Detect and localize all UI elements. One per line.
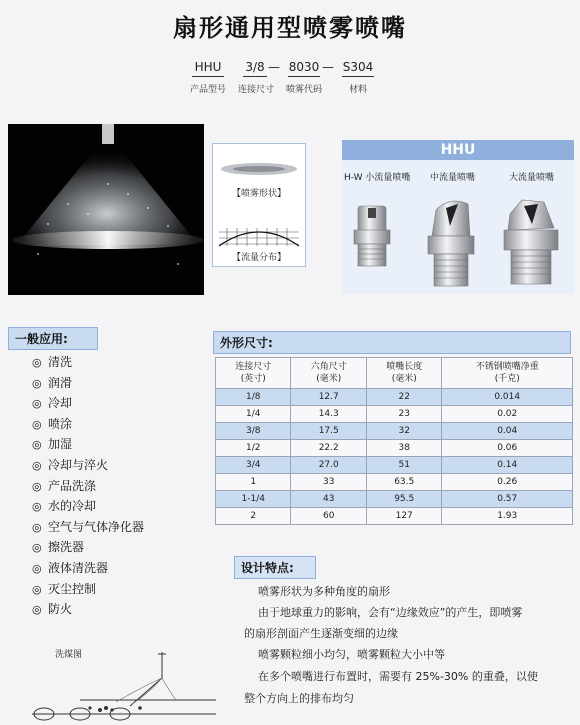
feature-line: 在多个喷嘴进行布置时，需要有 25%-30% 的重叠，以使 — [258, 670, 538, 683]
code-underline — [243, 76, 267, 77]
small-nozzle-icon — [354, 206, 390, 266]
table-row — [216, 440, 573, 457]
application-label: 擦洗器 — [48, 540, 85, 555]
spray-shape-label: 【喷雾形状】 — [231, 189, 286, 199]
table-cell: 27.0 — [291, 457, 366, 474]
spray-pattern-card — [212, 143, 306, 267]
features-heading: 设计特点: — [234, 556, 316, 579]
hhu-header: HHU — [342, 140, 574, 160]
bullet-icon: ◎ — [32, 376, 42, 390]
application-item — [32, 579, 202, 600]
spray-illustration — [8, 124, 204, 295]
table-cell: 23 — [366, 406, 441, 423]
dimensions-heading: 外形尺寸: — [213, 331, 571, 354]
bullet-icon: ◎ — [32, 479, 42, 493]
table-cell: 38 — [366, 440, 441, 457]
table-row — [216, 474, 573, 491]
application-label: 产品洗涤 — [48, 478, 97, 493]
application-item — [32, 517, 202, 538]
application-label: 冷却与淬火 — [48, 457, 109, 472]
code-sep: — — [322, 60, 334, 74]
table-cell: 95.5 — [366, 491, 441, 508]
coal-washing-diagram — [20, 648, 220, 724]
code-product-label: 产品型号 — [189, 85, 226, 95]
table-cell: 0.26 — [442, 474, 573, 491]
bullet-icon: ◎ — [32, 582, 42, 596]
feature-line: 喷雾形状为多种角度的扇形 — [258, 585, 390, 598]
application-label: 冷却 — [48, 396, 73, 411]
table-cell: 1/8 — [216, 389, 291, 406]
header-connection: 连接尺寸 (英寸) — [216, 358, 291, 389]
code-underline — [342, 76, 374, 77]
bullet-icon: ◎ — [32, 603, 42, 617]
application-item — [32, 476, 202, 497]
dimensions-table — [215, 357, 573, 525]
flow-distribution-icon — [219, 224, 299, 248]
table-cell: 60 — [291, 508, 366, 525]
bullet-icon: ◎ — [32, 397, 42, 411]
code-material-label: 材料 — [348, 85, 367, 95]
application-label: 空气与气体净化器 — [48, 519, 145, 534]
table-cell: 2 — [216, 508, 291, 525]
feature-line: 整个方向上的排布均匀 — [244, 692, 354, 705]
table-cell: 1-1/4 — [216, 491, 291, 508]
bullet-icon: ◎ — [32, 356, 42, 369]
bullet-icon: ◎ — [32, 417, 42, 431]
bullet-icon: ◎ — [32, 500, 42, 514]
table-cell: 0.014 — [442, 389, 573, 406]
table-cell: 1/4 — [216, 406, 291, 423]
table-row — [216, 389, 573, 406]
applications-heading: 一般应用: — [8, 327, 98, 350]
code-conn-label: 连接尺寸 — [237, 85, 274, 95]
table-cell: 33 — [291, 474, 366, 491]
table-cell: 12.7 — [291, 389, 366, 406]
washcoal-label: 洗煤图 — [55, 650, 83, 660]
bullet-icon: ◎ — [32, 438, 42, 452]
application-item — [32, 414, 202, 435]
table-cell: 127 — [366, 508, 441, 525]
nozzle-label-medium: 中流量喷嘴 — [430, 173, 476, 183]
code-spray: 8030 — [288, 60, 320, 74]
table-cell: 14.3 — [291, 406, 366, 423]
code-product: HHU — [194, 60, 222, 74]
table-cell: 0.14 — [442, 457, 573, 474]
spray-photo — [8, 124, 204, 295]
application-item — [32, 352, 202, 373]
application-item — [32, 393, 202, 414]
code-sep: — — [268, 60, 280, 74]
flow-distribution-label: 【流量分布】 — [231, 253, 286, 263]
feature-line: 由于地球重力的影响，会有“边缘效应”的产生，即喷雾 — [258, 606, 523, 619]
nozzle-images — [344, 196, 576, 292]
table-cell: 63.5 — [366, 474, 441, 491]
table-row — [216, 491, 573, 508]
application-item — [32, 434, 202, 455]
application-item — [32, 373, 202, 394]
bullet-icon: ◎ — [32, 520, 42, 534]
application-item — [32, 496, 202, 517]
table-cell: 1.93 — [442, 508, 573, 525]
table-cell: 0.04 — [442, 423, 573, 440]
bullet-icon: ◎ — [32, 561, 42, 575]
application-label: 加湿 — [48, 437, 73, 452]
table-cell: 43 — [291, 491, 366, 508]
application-label: 防火 — [48, 602, 73, 617]
bullet-icon: ◎ — [32, 458, 42, 472]
table-cell: 1/2 — [216, 440, 291, 457]
application-item — [32, 599, 202, 620]
page-title: 扇形通用型喷雾喷嘴 — [173, 14, 407, 42]
medium-nozzle-icon — [428, 201, 474, 286]
table-row — [216, 406, 573, 423]
application-label: 喷涂 — [48, 416, 73, 431]
model-code — [0, 0, 580, 100]
application-label: 液体清洗器 — [48, 560, 109, 575]
table-cell: 1 — [216, 474, 291, 491]
code-spray-label: 喷雾代码 — [285, 85, 322, 95]
feature-line: 喷雾颗粒细小均匀，喷雾颗粒大小中等 — [258, 648, 445, 661]
header-length: 喷嘴长度 (毫米) — [366, 358, 441, 389]
application-label: 清洗 — [48, 355, 73, 369]
application-label: 润滑 — [48, 375, 73, 390]
nozzle-label-large: 大流量喷嘴 — [509, 173, 555, 183]
code-conn: 3/8 — [245, 60, 265, 74]
table-cell: 22 — [366, 389, 441, 406]
table-cell: 3/8 — [216, 423, 291, 440]
spray-shape-icon — [219, 158, 299, 180]
large-nozzle-icon — [504, 200, 558, 284]
nozzle-label-small: H-W 小流量喷嘴 — [344, 173, 411, 183]
table-cell: 51 — [366, 457, 441, 474]
table-cell: 22.2 — [291, 440, 366, 457]
table-cell: 17.5 — [291, 423, 366, 440]
table-cell: 0.06 — [442, 440, 573, 457]
table-cell: 32 — [366, 423, 441, 440]
header-weight: 不锈钢喷嘴净重 (千克) — [442, 358, 573, 389]
application-item — [32, 537, 202, 558]
applications-list — [32, 352, 202, 620]
application-label: 水的冷却 — [48, 499, 97, 514]
table-cell: 3/4 — [216, 457, 291, 474]
code-underline — [288, 76, 320, 77]
code-underline — [192, 76, 224, 77]
table-row — [216, 508, 573, 525]
table-row — [216, 423, 573, 440]
table-header-row — [216, 358, 573, 389]
table-row — [216, 457, 573, 474]
application-item — [32, 558, 202, 579]
code-material: S304 — [342, 60, 374, 74]
application-label: 灭尘控制 — [48, 581, 97, 596]
application-item — [32, 455, 202, 476]
bullet-icon: ◎ — [32, 541, 42, 555]
feature-line: 的扇形剖面产生逐渐变细的边缘 — [244, 627, 398, 640]
header-hex: 六角尺寸 (毫米) — [291, 358, 366, 389]
table-cell: 0.02 — [442, 406, 573, 423]
table-cell: 0.57 — [442, 491, 573, 508]
